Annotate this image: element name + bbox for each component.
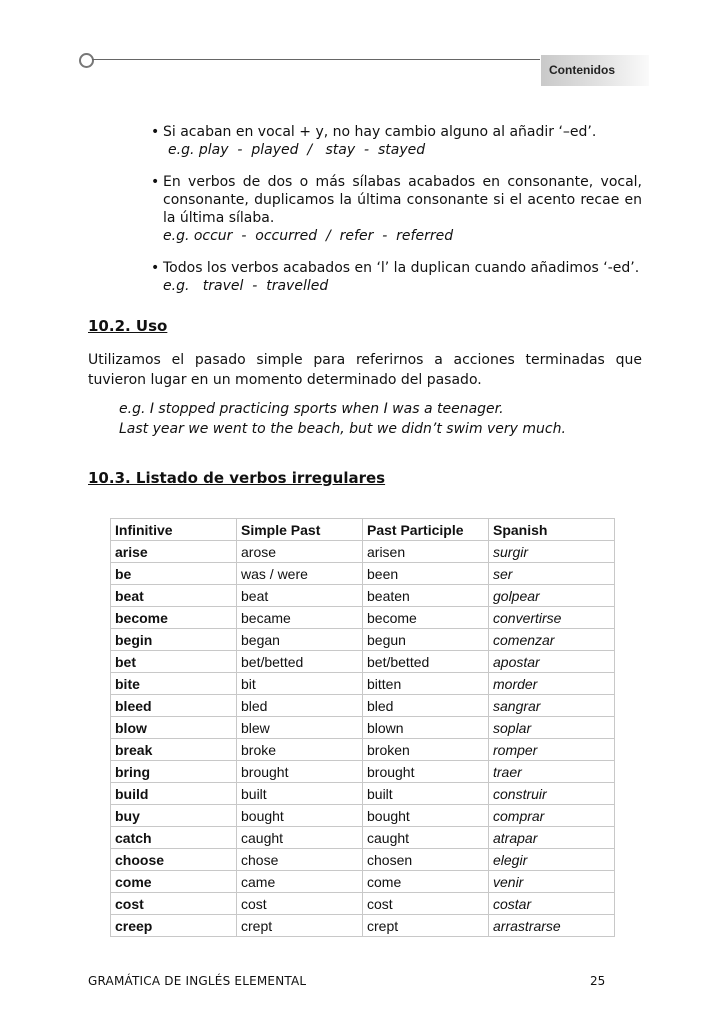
cell-past-participle: bled [363,695,489,717]
cell-past-participle: become [363,607,489,629]
cell-simple-past: crept [237,915,363,937]
table-row [111,651,615,673]
bullet-text: Todos los verbos acabados en ‘l’ la duplican cuando añadimos ‘-ed’. [163,260,640,276]
irregular-verbs-table [110,518,615,937]
cell-past-participle: bought [363,805,489,827]
cell-simple-past: arose [237,541,363,563]
bullet-item [148,123,642,159]
cell-infinitive: cost [111,893,237,915]
cell-infinitive: become [111,607,237,629]
table-row [111,629,615,651]
cell-past-participle: been [363,563,489,585]
bullet-text: En verbos de dos o más sílabas acabados en consonante, vocal, consonante, duplicamos la última consonante si el acento recae en la última sílaba. [163,174,642,226]
header-tab [541,55,649,86]
bullet-example: e.g. travel - travelled [163,278,329,294]
table-row [111,585,615,607]
cell-spanish: romper [489,739,615,761]
cell-spanish: comenzar [489,629,615,651]
footer-page-number: 25 [590,974,606,988]
cell-simple-past: bought [237,805,363,827]
uso-example-line: e.g. I stopped practicing sports when I was a teenager. [119,401,504,417]
bullet-icon: • [151,124,160,140]
header-tab-label: Contenidos [549,63,615,77]
cell-simple-past: beat [237,585,363,607]
table-header-row [111,519,615,541]
cell-infinitive: bite [111,673,237,695]
cell-spanish: golpear [489,585,615,607]
table-row [111,871,615,893]
cell-spanish: convertirse [489,607,615,629]
rules-bullet-list [148,123,642,309]
bullet-example: e.g. play - played / stay - stayed [168,142,426,158]
cell-infinitive: break [111,739,237,761]
section-heading-uso: 10.2. Uso [88,317,168,335]
cell-infinitive: bring [111,761,237,783]
bullet-icon: • [151,174,160,190]
cell-simple-past: became [237,607,363,629]
cell-spanish: construir [489,783,615,805]
cell-simple-past: caught [237,827,363,849]
uso-examples [119,399,566,439]
cell-infinitive: build [111,783,237,805]
cell-infinitive: blow [111,717,237,739]
table-row [111,783,615,805]
cell-infinitive: choose [111,849,237,871]
cell-past-participle: blown [363,717,489,739]
cell-spanish: traer [489,761,615,783]
table-row [111,761,615,783]
table-row [111,695,615,717]
uso-paragraph: Utilizamos el pasado simple para referirnos a acciones terminadas que tuvieron lugar en un momento determinado del pasado. [88,352,642,388]
cell-past-participle: arisen [363,541,489,563]
cell-simple-past: bet/betted [237,651,363,673]
cell-infinitive: buy [111,805,237,827]
cell-infinitive: creep [111,915,237,937]
uso-example-line: Last year we went to the beach, but we didn’t swim very much. [119,421,566,437]
cell-simple-past: built [237,783,363,805]
cell-spanish: venir [489,871,615,893]
cell-infinitive: be [111,563,237,585]
cell-infinitive: bet [111,651,237,673]
table-row [111,827,615,849]
cell-past-participle: beaten [363,585,489,607]
cell-simple-past: was / were [237,563,363,585]
table-row [111,607,615,629]
cell-spanish: comprar [489,805,615,827]
cell-spanish: sangrar [489,695,615,717]
table-row [111,717,615,739]
cell-infinitive: arise [111,541,237,563]
cell-past-participle: bet/betted [363,651,489,673]
cell-spanish: morder [489,673,615,695]
cell-simple-past: broke [237,739,363,761]
table-row [111,893,615,915]
cell-past-participle: broken [363,739,489,761]
cell-spanish: costar [489,893,615,915]
footer-book-title: GRAMÁTICA DE INGLÉS ELEMENTAL [88,974,307,988]
header-simple-past: Simple Past [237,519,363,541]
header-rule [92,59,540,60]
table-row [111,563,615,585]
cell-simple-past: blew [237,717,363,739]
cell-past-participle: caught [363,827,489,849]
table-row [111,805,615,827]
bullet-item [148,259,642,295]
cell-spanish: surgir [489,541,615,563]
table-row [111,673,615,695]
cell-past-participle: come [363,871,489,893]
cell-past-participle: brought [363,761,489,783]
cell-infinitive: come [111,871,237,893]
cell-simple-past: bled [237,695,363,717]
cell-past-participle: begun [363,629,489,651]
table-row [111,849,615,871]
header-infinitive: Infinitive [111,519,237,541]
cell-simple-past: began [237,629,363,651]
table-row [111,541,615,563]
cell-past-participle: built [363,783,489,805]
section-heading-irregular-verbs: 10.3. Listado de verbos irregulares [88,469,386,487]
cell-simple-past: bit [237,673,363,695]
cell-simple-past: came [237,871,363,893]
cell-spanish: soplar [489,717,615,739]
cell-infinitive: beat [111,585,237,607]
cell-spanish: arrastrarse [489,915,615,937]
cell-simple-past: cost [237,893,363,915]
table-row [111,915,615,937]
cell-simple-past: brought [237,761,363,783]
cell-infinitive: begin [111,629,237,651]
header-spanish: Spanish [489,519,615,541]
cell-past-participle: chosen [363,849,489,871]
header-circle-ornament [79,53,94,68]
cell-spanish: atrapar [489,827,615,849]
bullet-item [148,173,642,245]
cell-past-participle: bitten [363,673,489,695]
cell-past-participle: cost [363,893,489,915]
cell-spanish: elegir [489,849,615,871]
bullet-icon: • [151,260,160,276]
cell-spanish: ser [489,563,615,585]
bullet-example: e.g. occur - occurred / refer - referred [163,228,454,244]
cell-infinitive: catch [111,827,237,849]
cell-spanish: apostar [489,651,615,673]
bullet-text: Si acaban en vocal + y, no hay cambio alguno al añadir ‘–ed’. [163,124,597,140]
table-row [111,739,615,761]
header-past-participle: Past Participle [363,519,489,541]
cell-infinitive: bleed [111,695,237,717]
cell-simple-past: chose [237,849,363,871]
cell-past-participle: crept [363,915,489,937]
